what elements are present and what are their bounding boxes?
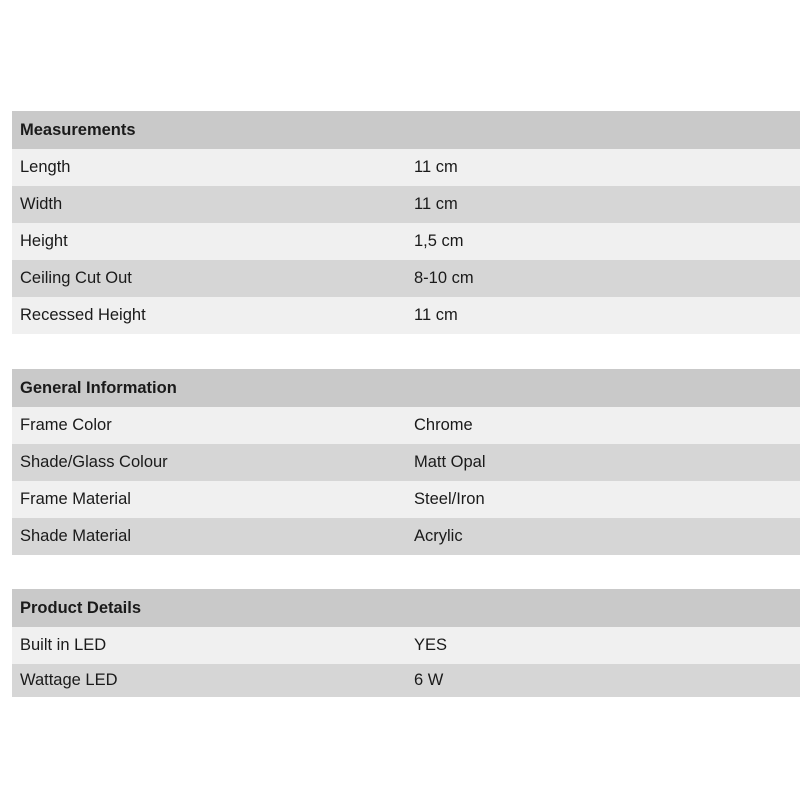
table-row — [12, 664, 800, 697]
table-row — [12, 149, 800, 186]
section-header — [12, 369, 800, 407]
table-row — [12, 627, 800, 664]
spec-value: Chrome — [406, 407, 800, 444]
spec-value: Steel/Iron — [406, 481, 800, 518]
general-information-table — [12, 369, 800, 555]
table-row — [12, 223, 800, 260]
section-header — [12, 589, 800, 627]
spec-value: 8-10 cm — [406, 260, 800, 297]
section-title-product-details: Product Details — [12, 589, 800, 627]
section-header — [12, 111, 800, 149]
spec-label: Built in LED — [12, 627, 406, 664]
table-row — [12, 518, 800, 555]
spec-value: Matt Opal — [406, 444, 800, 481]
spec-label: Frame Material — [12, 481, 406, 518]
table-row — [12, 444, 800, 481]
spec-label: Wattage LED — [12, 664, 406, 697]
table-row — [12, 407, 800, 444]
spec-label: Width — [12, 186, 406, 223]
spec-label: Length — [12, 149, 406, 186]
spec-label: Recessed Height — [12, 297, 406, 334]
product-details-table — [12, 589, 800, 697]
spec-value: 11 cm — [406, 297, 800, 334]
spec-value: 1,5 cm — [406, 223, 800, 260]
spec-value: 6 W — [406, 664, 800, 697]
spec-value: YES — [406, 627, 800, 664]
spec-value: 11 cm — [406, 149, 800, 186]
table-row — [12, 186, 800, 223]
spec-label: Shade Material — [12, 518, 406, 555]
spec-label: Ceiling Cut Out — [12, 260, 406, 297]
spec-value: 11 cm — [406, 186, 800, 223]
table-row — [12, 260, 800, 297]
spec-label: Height — [12, 223, 406, 260]
spec-value: Acrylic — [406, 518, 800, 555]
spec-label: Shade/Glass Colour — [12, 444, 406, 481]
section-title-general-information: General Information — [12, 369, 800, 407]
measurements-table — [12, 111, 800, 334]
spec-label: Frame Color — [12, 407, 406, 444]
table-row — [12, 297, 800, 334]
section-title-measurements: Measurements — [12, 111, 800, 149]
table-row — [12, 481, 800, 518]
